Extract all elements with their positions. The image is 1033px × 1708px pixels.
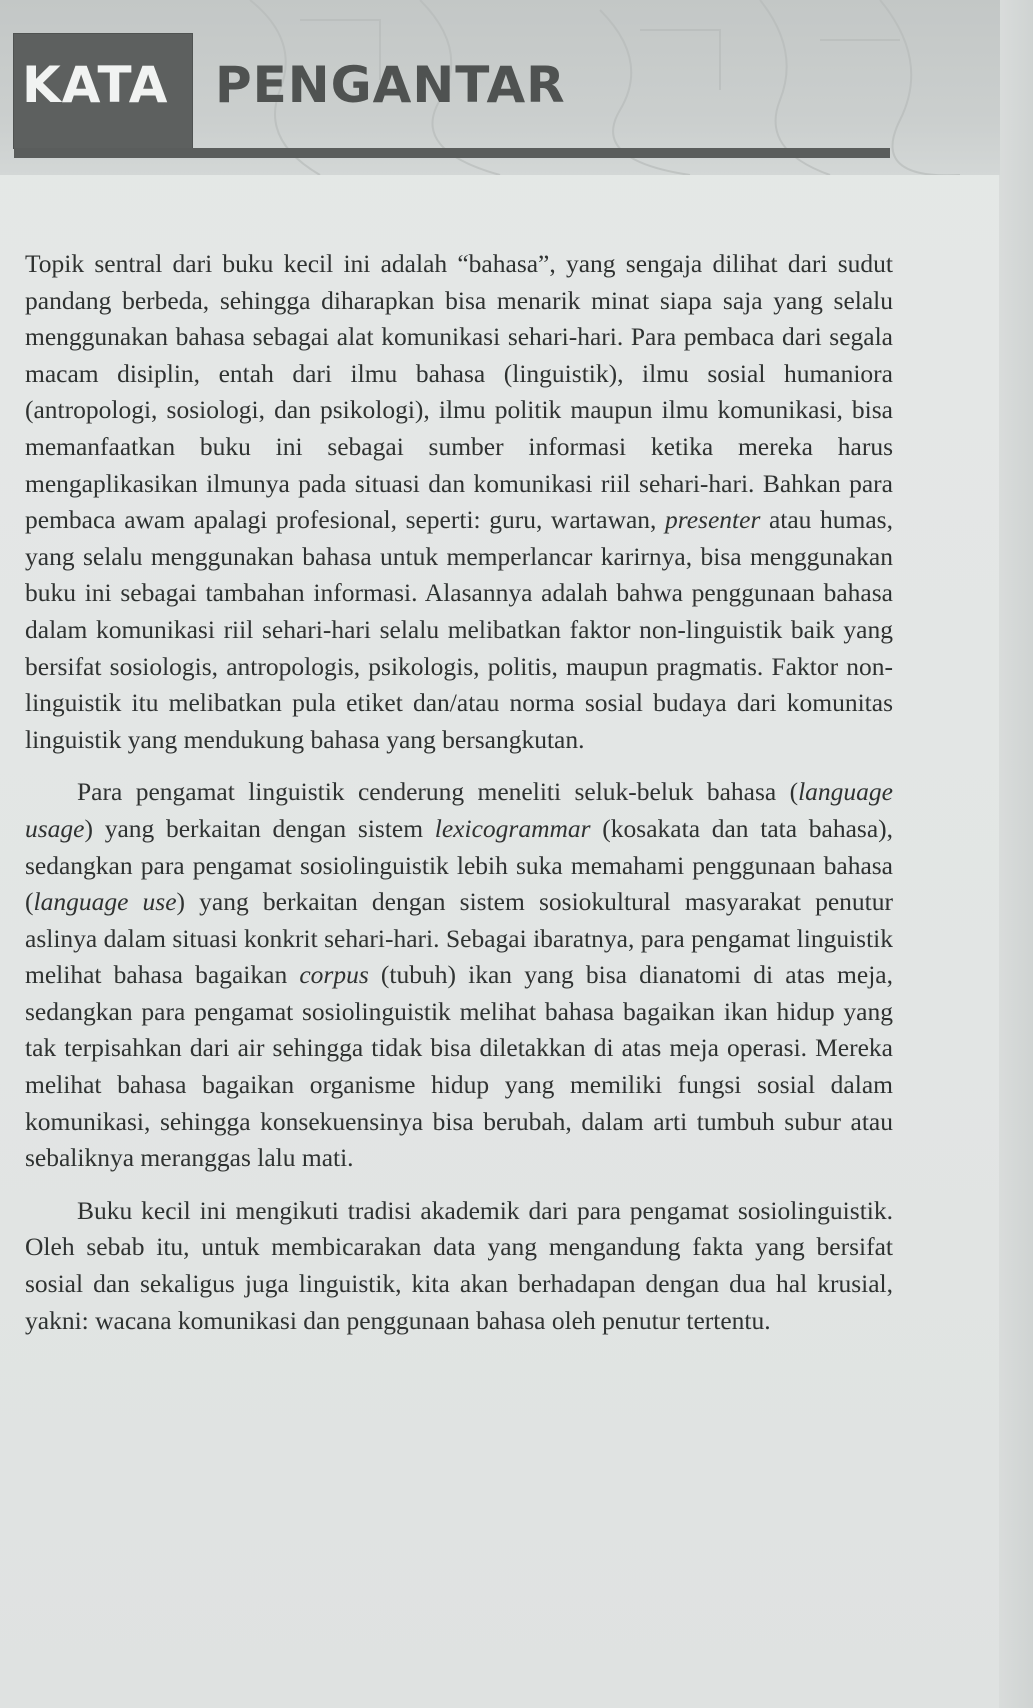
paragraph-1-text-b: atau humas, yang selalu menggunakan bahasa untuk memperlancar karirnya, bisa menggunakan buku ini sebagai tambahan informasi. Alasannya adalah bahwa penggunaan bahasa dalam komunikasi riil sehari-hari selalu melibatkan faktor non-linguistik baik yang bersifat sosiologis, antropologis, psikologis, politis, maupun pragmatis. Faktor non-linguistik itu melibatkan pula etiket dan/atau norma sosial budaya dari komunitas linguistik yang mendukung bahasa yang bersangkutan. — [25, 505, 893, 754]
paragraph-3-text: Buku kecil ini mengikuti tradisi akademik dari para pengamat sosiolinguistik. Oleh sebab itu, untuk membicarakan data yang mengandung fakta yang bersifat sosial dan sekaligus juga linguistik, kita akan berhadapan dengan dua hal krusial, yakni: wacana komunikasi dan penggunaan bahasa oleh penutur tertentu. — [25, 1195, 893, 1335]
paragraph-2-italic-corpus: corpus — [299, 960, 369, 990]
paragraph-2-text-b: ) yang berkaitan dengan sistem — [84, 813, 435, 843]
paragraph-2-text-e: (tubuh) ikan yang bisa dianatomi di atas meja, sedangkan para pengamat sosiolinguistik melihat bahasa bagaikan ikan hidup yang tak terpisahkan dari air sehingga tidak bisa diletakkan di atas meja operasi. Mereka melihat bahasa bagaikan organisme hidup yang memiliki fungsi sosial dalam komunikasi, sehingga konsekuensinya bisa berubah, dalam arti tumbuh subur atau sebaliknya meranggas lalu mati. — [25, 960, 893, 1173]
page-edge-shadow — [999, 0, 1033, 1708]
paragraph-2-italic-language-usage: language usage — [25, 777, 893, 843]
paragraph-2-text-d: ) yang berkaitan dengan sistem sosiokultural masyarakat penutur aslinya dalam situasi konkrit sehari-hari. Sebagai ibaratnya, para pengamat linguistik melihat bahasa bagaikan — [25, 887, 893, 990]
body-text — [25, 246, 893, 1339]
paragraph-2 — [25, 774, 893, 1177]
paragraph-1-italic-presenter: presenter — [665, 505, 761, 535]
title-pengantar: PENGANTAR — [215, 56, 566, 114]
paragraph-2-text-a: Para pengamat linguistik cenderung meneliti seluk-beluk bahasa ( — [77, 777, 799, 807]
paragraph-2-italic-lexicogrammar: lexicogrammar — [434, 813, 591, 843]
paragraph-1 — [25, 246, 893, 758]
paragraph-2-italic-language-use: language use — [33, 887, 177, 917]
paragraph-1-text-a: Topik sentral dari buku kecil ini adalah “bahasa”, yang sengaja dilihat dari sudut pandang berbeda, sehingga diharapkan bisa menarik minat siapa saja yang selalu menggunakan bahasa sebagai alat komunikasi sehari-hari. Para pembaca dari segala macam disiplin, entah dari ilmu bahasa (linguistik), ilmu sosial humaniora (antropologi, sosiologi, dan psikologi), ilmu politik maupun ilmu komunikasi, bisa memanfaatkan buku ini sebagai sumber informasi ketika mereka harus mengaplikasikan ilmunya pada situasi dan komunikasi riil sehari-hari. Bahkan para pembaca awam apalagi profesional, seperti: guru, wartawan, — [25, 249, 893, 535]
title-kata: KATA — [22, 56, 169, 114]
paragraph-2-text-c: (kosakata dan tata bahasa), sedangkan para pengamat sosiolinguistik lebih suka memahami penggunaan bahasa ( — [25, 813, 893, 917]
title-underline-rule — [14, 148, 890, 158]
paragraph-3 — [25, 1193, 893, 1339]
header-band — [0, 0, 1000, 175]
